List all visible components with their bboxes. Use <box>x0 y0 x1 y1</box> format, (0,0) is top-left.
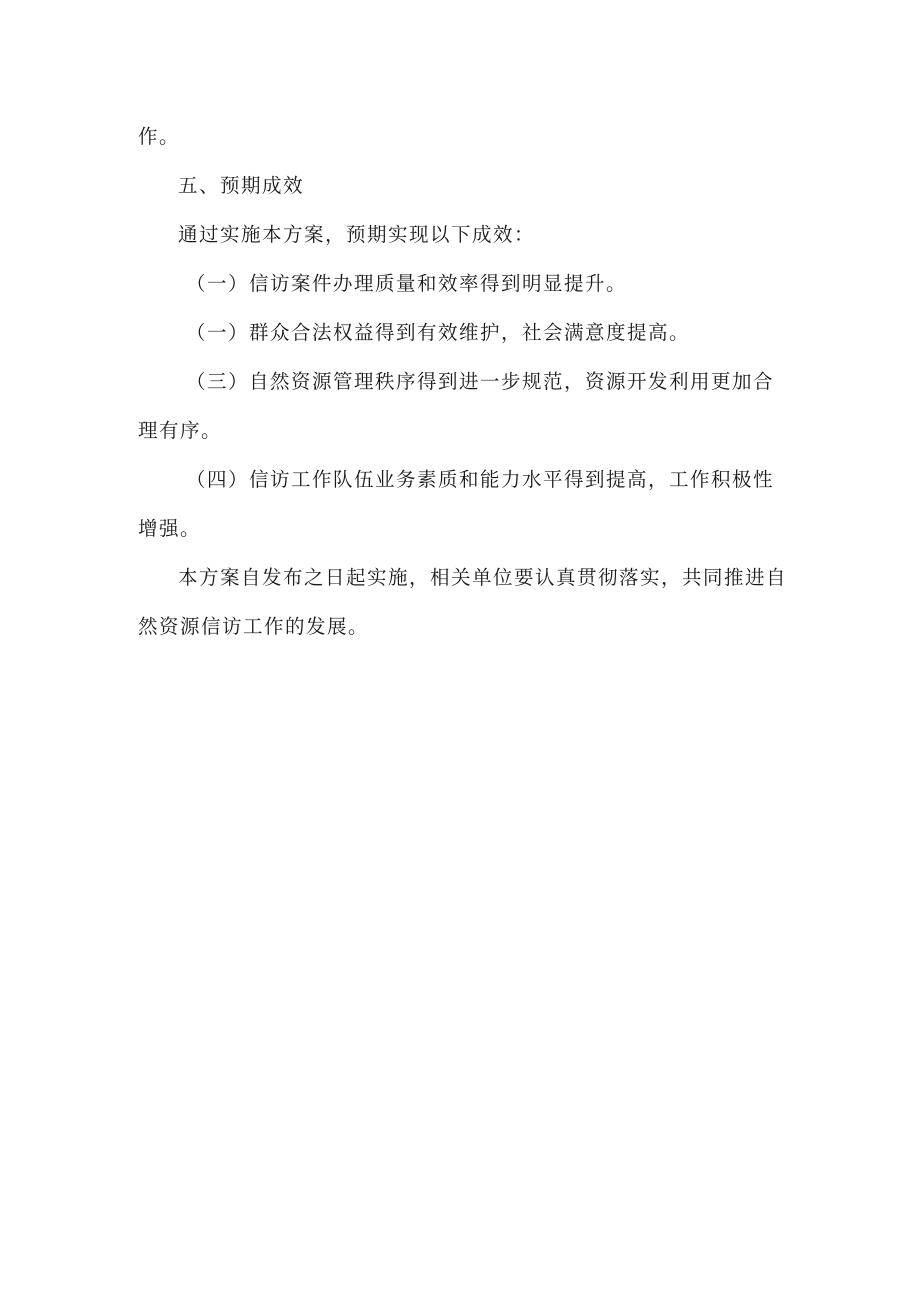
section-heading: 五、预期成效 <box>178 174 305 197</box>
paragraph-intro: 通过实施本方案，预期实现以下成效： <box>178 223 536 246</box>
list-item: （三）自然资源管理秩序得到进一步规范，资源开发利用更加合理有序。 <box>138 370 775 442</box>
paragraph-closing: 本方案自发布之日起实施，相关单位要认真贯彻落实，共同推进自然资源信访工作的发展。 <box>138 566 788 638</box>
list-item: （四）信访工作队伍业务素质和能力水平得到提高，工作积极性增强。 <box>138 468 775 540</box>
list-item: （一）群众合法权益得到有效维护，社会满意度提高。 <box>186 321 691 344</box>
document-body <box>138 112 788 651</box>
list-item: （一）信访案件办理质量和效率得到明显提升。 <box>186 272 628 295</box>
paragraph-continuation: 作。 <box>138 125 181 148</box>
